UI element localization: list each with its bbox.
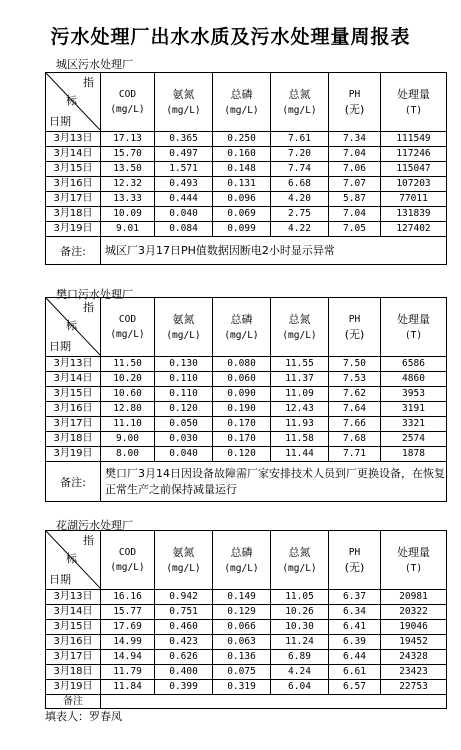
table-row: 3月19日 9.01 0.084 0.099 4.22 7.05 127402 — [46, 222, 447, 237]
table-row: 3月14日 15.77 0.751 0.129 10.26 6.34 20322 — [46, 605, 447, 620]
table-row: 3月16日 14.99 0.423 0.063 11.24 6.39 19452 — [46, 635, 447, 650]
col-cod: COD (mg/L) — [101, 531, 155, 590]
table-row: 3月16日 12.32 0.493 0.131 6.68 7.07 107203 — [46, 177, 447, 192]
header-biao: 标 — [66, 94, 77, 107]
table-row: 3月18日 11.79 0.400 0.075 4.24 6.61 23423 — [46, 665, 447, 680]
table-row: 3月14日 15.70 0.497 0.160 7.20 7.04 117246 — [46, 147, 447, 162]
table-row: 3月13日 17.13 0.365 0.250 7.61 7.34 111549 — [46, 132, 447, 147]
diagonal-header — [46, 531, 101, 590]
col-flow: 处理量 (T) — [381, 73, 447, 132]
header-date: 日期 — [49, 340, 71, 353]
table-row: 3月17日 14.94 0.626 0.136 6.89 6.44 24328 — [46, 650, 447, 665]
col-nh3: 氨氮 (mg/L) — [155, 298, 213, 357]
note-label: 备注: — [46, 237, 101, 265]
section-name-huahu: 花湖污水处理厂 — [56, 519, 133, 532]
col-flow: 处理量 (T) — [381, 531, 447, 590]
table-row: 3月17日 13.33 0.444 0.096 4.20 5.87 77011 — [46, 192, 447, 207]
col-tp: 总磷 (mg/L) — [213, 73, 271, 132]
header-date: 日期 — [49, 573, 71, 586]
table-row: 3月15日 17.69 0.460 0.066 10.30 6.41 19046 — [46, 620, 447, 635]
col-nh3: 氨氮 (mg/L) — [155, 73, 213, 132]
section-name-chengqu: 城区污水处理厂 — [56, 58, 133, 71]
col-tn: 总氮 (mg/L) — [271, 298, 329, 357]
filler-name: 填表人：罗春凤 — [45, 710, 122, 723]
col-tp: 总磷 (mg/L) — [213, 531, 271, 590]
col-tn: 总氮 (mg/L) — [271, 73, 329, 132]
note-label: 备注: — [46, 462, 101, 502]
table-row: 3月18日 10.09 0.040 0.069 2.75 7.04 131839 — [46, 207, 447, 222]
col-tn: 总氮 (mg/L) — [271, 531, 329, 590]
table-row: 3月18日 9.00 0.030 0.170 11.58 7.68 2574 — [46, 432, 447, 447]
col-tp: 总磷 (mg/L) — [213, 298, 271, 357]
diagonal-header — [46, 73, 101, 132]
table-row: 3月19日 8.00 0.040 0.120 11.44 7.71 1878 — [46, 447, 447, 462]
note-text: 城区厂3月17日PH值数据因断电2小时显示异常 — [101, 237, 447, 265]
table-row: 3月17日 11.10 0.050 0.170 11.93 7.66 3321 — [46, 417, 447, 432]
table-chengqu — [45, 72, 447, 265]
col-cod: COD (mg/L) — [101, 298, 155, 357]
col-flow: 处理量 (T) — [381, 298, 447, 357]
table-row: 3月14日 10.20 0.110 0.060 11.37 7.53 4860 — [46, 372, 447, 387]
table-huahu — [45, 530, 447, 709]
header-date: 日期 — [49, 115, 71, 128]
report-title: 污水处理厂出水水质及污水处理量周报表 — [50, 26, 411, 48]
col-nh3: 氨氮 (mg/L) — [155, 531, 213, 590]
col-cod: COD (mg/L) — [101, 73, 155, 132]
section-name-fankou: 樊口污水处理厂 — [56, 288, 133, 301]
note-text — [101, 695, 447, 709]
diagonal-header — [46, 298, 101, 357]
table-row: 3月15日 13.50 1.571 0.148 7.74 7.06 115047 — [46, 162, 447, 177]
header-zhi: 指 — [83, 301, 94, 314]
header-biao: 标 — [66, 552, 77, 565]
col-ph: PH (无) — [329, 73, 381, 132]
header-zhi: 指 — [83, 76, 94, 89]
note-text: 樊口厂3月14日因设备故障需厂家安排技术人员到厂更换设备，在恢复正常生产之前保持减量运行 — [101, 462, 447, 502]
header-zhi: 指 — [83, 534, 94, 547]
table-fankou — [45, 297, 447, 502]
note-label: 备注 — [46, 695, 101, 709]
col-ph: PH (无) — [329, 531, 381, 590]
table-row: 3月15日 10.60 0.110 0.090 11.09 7.62 3953 — [46, 387, 447, 402]
table-row: 3月16日 12.80 0.120 0.190 12.43 7.64 3191 — [46, 402, 447, 417]
header-biao: 标 — [66, 319, 77, 332]
table-row: 3月19日 11.84 0.399 0.319 6.04 6.57 22753 — [46, 680, 447, 695]
table-row: 3月13日 11.50 0.130 0.080 11.55 7.50 6586 — [46, 357, 447, 372]
col-ph: PH (无) — [329, 298, 381, 357]
table-row: 3月13日 16.16 0.942 0.149 11.05 6.37 20981 — [46, 590, 447, 605]
